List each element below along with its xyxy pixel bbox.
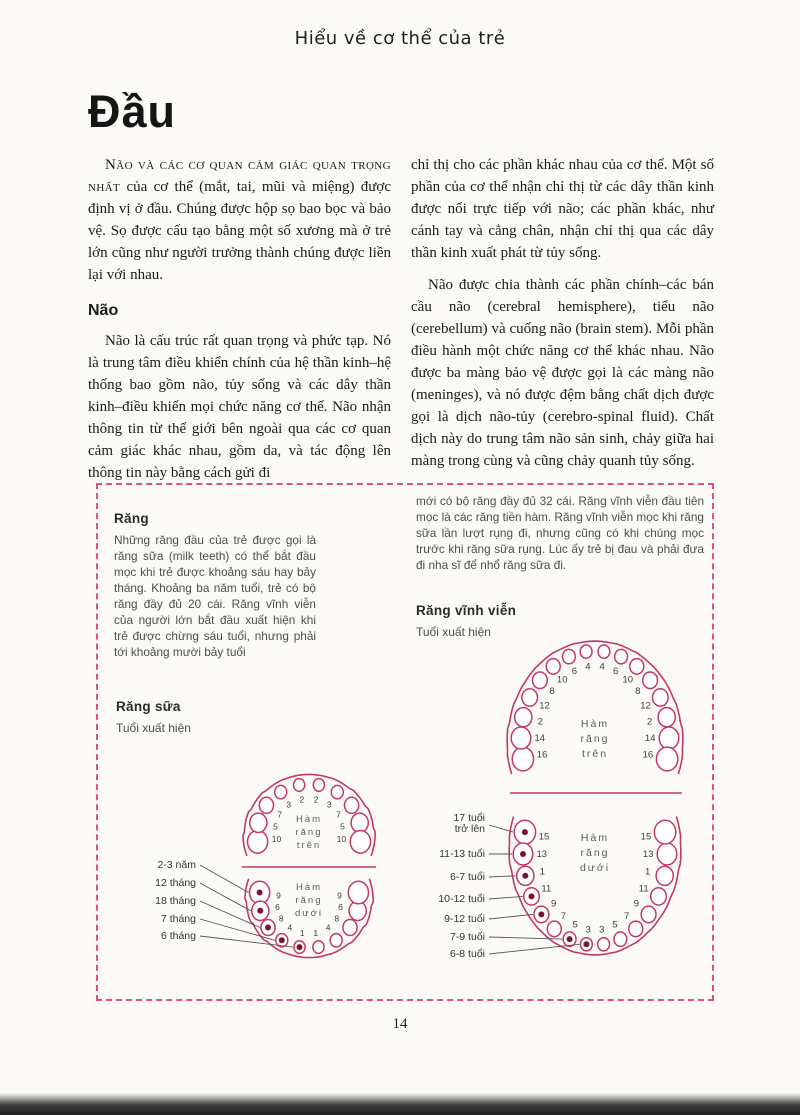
milk-teeth-title: Răng sữa [116, 699, 181, 714]
svg-text:5: 5 [273, 821, 278, 832]
continuation-paragraph: chỉ thị cho các phần khác nhau của cơ thể. Một số phần của cơ thể nhận chỉ thị từ các dây thần kinh được nối trực tiếp với não; các phần khác, như cánh tay và cẳng chân, nhận chỉ thị qua các dây thần kinh xuất phát từ tủy sống. [411, 157, 714, 261]
svg-text:6: 6 [338, 901, 343, 912]
svg-text:9: 9 [550, 898, 557, 910]
svg-text:14: 14 [534, 733, 546, 745]
svg-text:1: 1 [645, 866, 651, 878]
svg-text:1: 1 [313, 927, 319, 938]
svg-text:1: 1 [299, 927, 305, 938]
svg-text:4: 4 [599, 661, 605, 673]
svg-text:9-12 tuổi: 9-12 tuổi [444, 913, 485, 925]
svg-text:7 tháng: 7 tháng [160, 913, 196, 925]
intro-lead-smallcaps: Não và các cơ quan cảm giác quan trọng nhất [88, 157, 391, 195]
nao-section-heading: Não [88, 302, 119, 319]
milk-teeth-subtitle: Tuổi xuất hiện [116, 721, 191, 735]
brain-parts-paragraph: Não được chia thành các phần chính–các bán cầu não (cerebral hemisphere), tiểu não (cerebellum) và cuống não (brain stem). Mỗi phần điều hành một chức năng cơ thể khác nhau. Não được ba màng bảo vệ được gọi là các màng não (meninges), và nó được đệm bằng chất dịch được gọi là dịch não-tủy (cerebro-spinal fluid). Chất dịch này do trung tâm não sản sinh, chảy giữa hai màng trong cùng và cũng chảy quanh tủy sống. [411, 277, 714, 469]
svg-text:11-13 tuổi: 11-13 tuổi [439, 848, 485, 860]
running-header: Hiểu về cơ thể của trẻ [294, 28, 506, 49]
svg-text:8: 8 [549, 686, 555, 698]
svg-text:10: 10 [336, 833, 347, 844]
svg-text:12: 12 [539, 700, 550, 712]
svg-text:2: 2 [299, 794, 305, 805]
svg-text:13: 13 [642, 848, 654, 860]
svg-text:Hàmrăngdưới: Hàm răng dưới [295, 882, 323, 919]
intro-paragraph [88, 154, 391, 286]
svg-text:4: 4 [287, 922, 293, 933]
svg-text:4: 4 [585, 661, 591, 673]
teeth-left-paragraph: Những răng đầu của trẻ được gọi là răng sữa (milk teeth) có thể bắt đầu mọc khi trẻ được khoảng sáu hay bảy tháng. Khoảng ba năm tuổi, trẻ có bộ răng đầy đủ 20 cái. Răng vĩnh viễn của người lớn bắt đầu xuất hiện khi trẻ được chừng sáu tuổi, nhưng phải tới khoảng mười bảy tuổi [114, 533, 316, 659]
article-columns [88, 154, 714, 484]
teeth-info-box [96, 483, 714, 1001]
svg-text:5: 5 [572, 919, 578, 931]
svg-text:6: 6 [571, 666, 578, 677]
nao-paragraph: Não là cấu trúc rất quan trọng và phức tạp. Nó là trung tâm điều khiển chính của hệ thần kinh–hệ thống bao gồm não, tủy sống và các dây thần kinh–điều khiển mọi chức năng cơ thể. Não nhận thông tin từ thế giới bên ngoài qua các cơ quan cảm giác khác nhau, gồm da, và tác động lên thông tin này bằng cách gửi đi [88, 333, 391, 481]
svg-text:12 tháng: 12 tháng [155, 877, 196, 889]
svg-text:2-3 năm: 2-3 năm [157, 859, 196, 871]
svg-text:10: 10 [622, 674, 634, 686]
svg-text:2: 2 [313, 794, 319, 805]
svg-text:7: 7 [277, 809, 282, 820]
svg-text:10: 10 [556, 674, 568, 686]
svg-text:15: 15 [538, 831, 550, 843]
svg-text:7: 7 [336, 809, 341, 820]
svg-text:16: 16 [536, 749, 548, 761]
intro-rest: của cơ thể (mắt, tai, mũi và miệng) được định vị ở đầu. Chúng được hộp sọ bao bọc và bảo vệ. Sọ được cấu tạo bằng một số xương mà ở trẻ lớn cũng như người trưởng thành chúng được liền lại với nhau. [88, 179, 391, 283]
svg-text:3: 3 [585, 924, 591, 936]
svg-text:9: 9 [276, 890, 281, 901]
left-column [88, 154, 391, 484]
svg-text:6: 6 [612, 666, 619, 677]
svg-text:5: 5 [612, 919, 618, 931]
svg-text:3: 3 [599, 924, 605, 936]
svg-text:10: 10 [271, 833, 282, 844]
svg-text:1: 1 [539, 866, 545, 878]
teeth-right-paragraph: mới có bộ răng đầy đủ 32 cái. Răng vĩnh viễn đầu tiên mọc là các răng tiền hàm. Răng vĩnh viễn mọc khi răng sữa lần lượt rụng đi, nhưng cũng có khi chúng mọc trước khi răng sữa rụng. Lúc ấy trẻ bị đau và phải đưa đi nha sĩ để nhổ răng sữa đi. [416, 494, 704, 572]
svg-text:Hàmrăngdưới: Hàm răng dưới [579, 832, 611, 874]
svg-text:11: 11 [638, 883, 649, 895]
svg-text:8: 8 [334, 913, 340, 924]
svg-text:8: 8 [635, 686, 641, 698]
svg-text:11: 11 [541, 883, 552, 895]
svg-text:6: 6 [275, 901, 280, 912]
svg-text:4: 4 [325, 922, 331, 933]
svg-text:7-9 tuổi: 7-9 tuổi [449, 931, 485, 943]
svg-text:12: 12 [640, 700, 651, 712]
page-number: 14 [392, 1016, 408, 1032]
svg-text:6-7 tuổi: 6-7 tuổi [449, 871, 485, 883]
svg-text:14: 14 [644, 733, 656, 745]
svg-text:6-8 tuổi: 6-8 tuổi [449, 948, 485, 960]
svg-text:3: 3 [286, 799, 292, 810]
svg-text:18 tháng: 18 tháng [155, 895, 196, 907]
svg-text:7: 7 [623, 910, 630, 922]
svg-text:9: 9 [337, 890, 342, 901]
page-title: Đầu [88, 86, 177, 137]
svg-text:2: 2 [537, 716, 544, 728]
permanent-teeth-diagram [410, 635, 710, 973]
svg-text:7: 7 [560, 910, 567, 922]
svg-text:6 tháng: 6 tháng [160, 930, 196, 942]
svg-text:2: 2 [646, 716, 653, 728]
svg-text:13: 13 [536, 848, 548, 860]
svg-text:10-12 tuổi: 10-12 tuổi [438, 893, 485, 905]
svg-text:5: 5 [340, 821, 345, 832]
svg-text:8: 8 [278, 913, 284, 924]
svg-text:9: 9 [633, 898, 640, 910]
rang-heading: Răng [114, 511, 149, 526]
svg-text:Hàmrăngtrên: Hàm răng trên [295, 814, 323, 851]
right-column [411, 154, 714, 484]
milk-teeth-diagram [124, 772, 404, 964]
svg-text:15: 15 [640, 831, 652, 843]
permanent-teeth-title: Răng vĩnh viễn [416, 603, 517, 618]
svg-text:16: 16 [642, 749, 654, 761]
svg-text:17 tuổitrở lên: 17 tuổi trở lên [453, 812, 485, 835]
svg-text:Hàmrăngtrên: Hàm răng trên [580, 718, 610, 760]
permanent-teeth-subtitle: Tuổi xuất hiện [416, 625, 491, 639]
svg-text:3: 3 [326, 799, 332, 810]
scan-edge-shadow [0, 1093, 800, 1115]
